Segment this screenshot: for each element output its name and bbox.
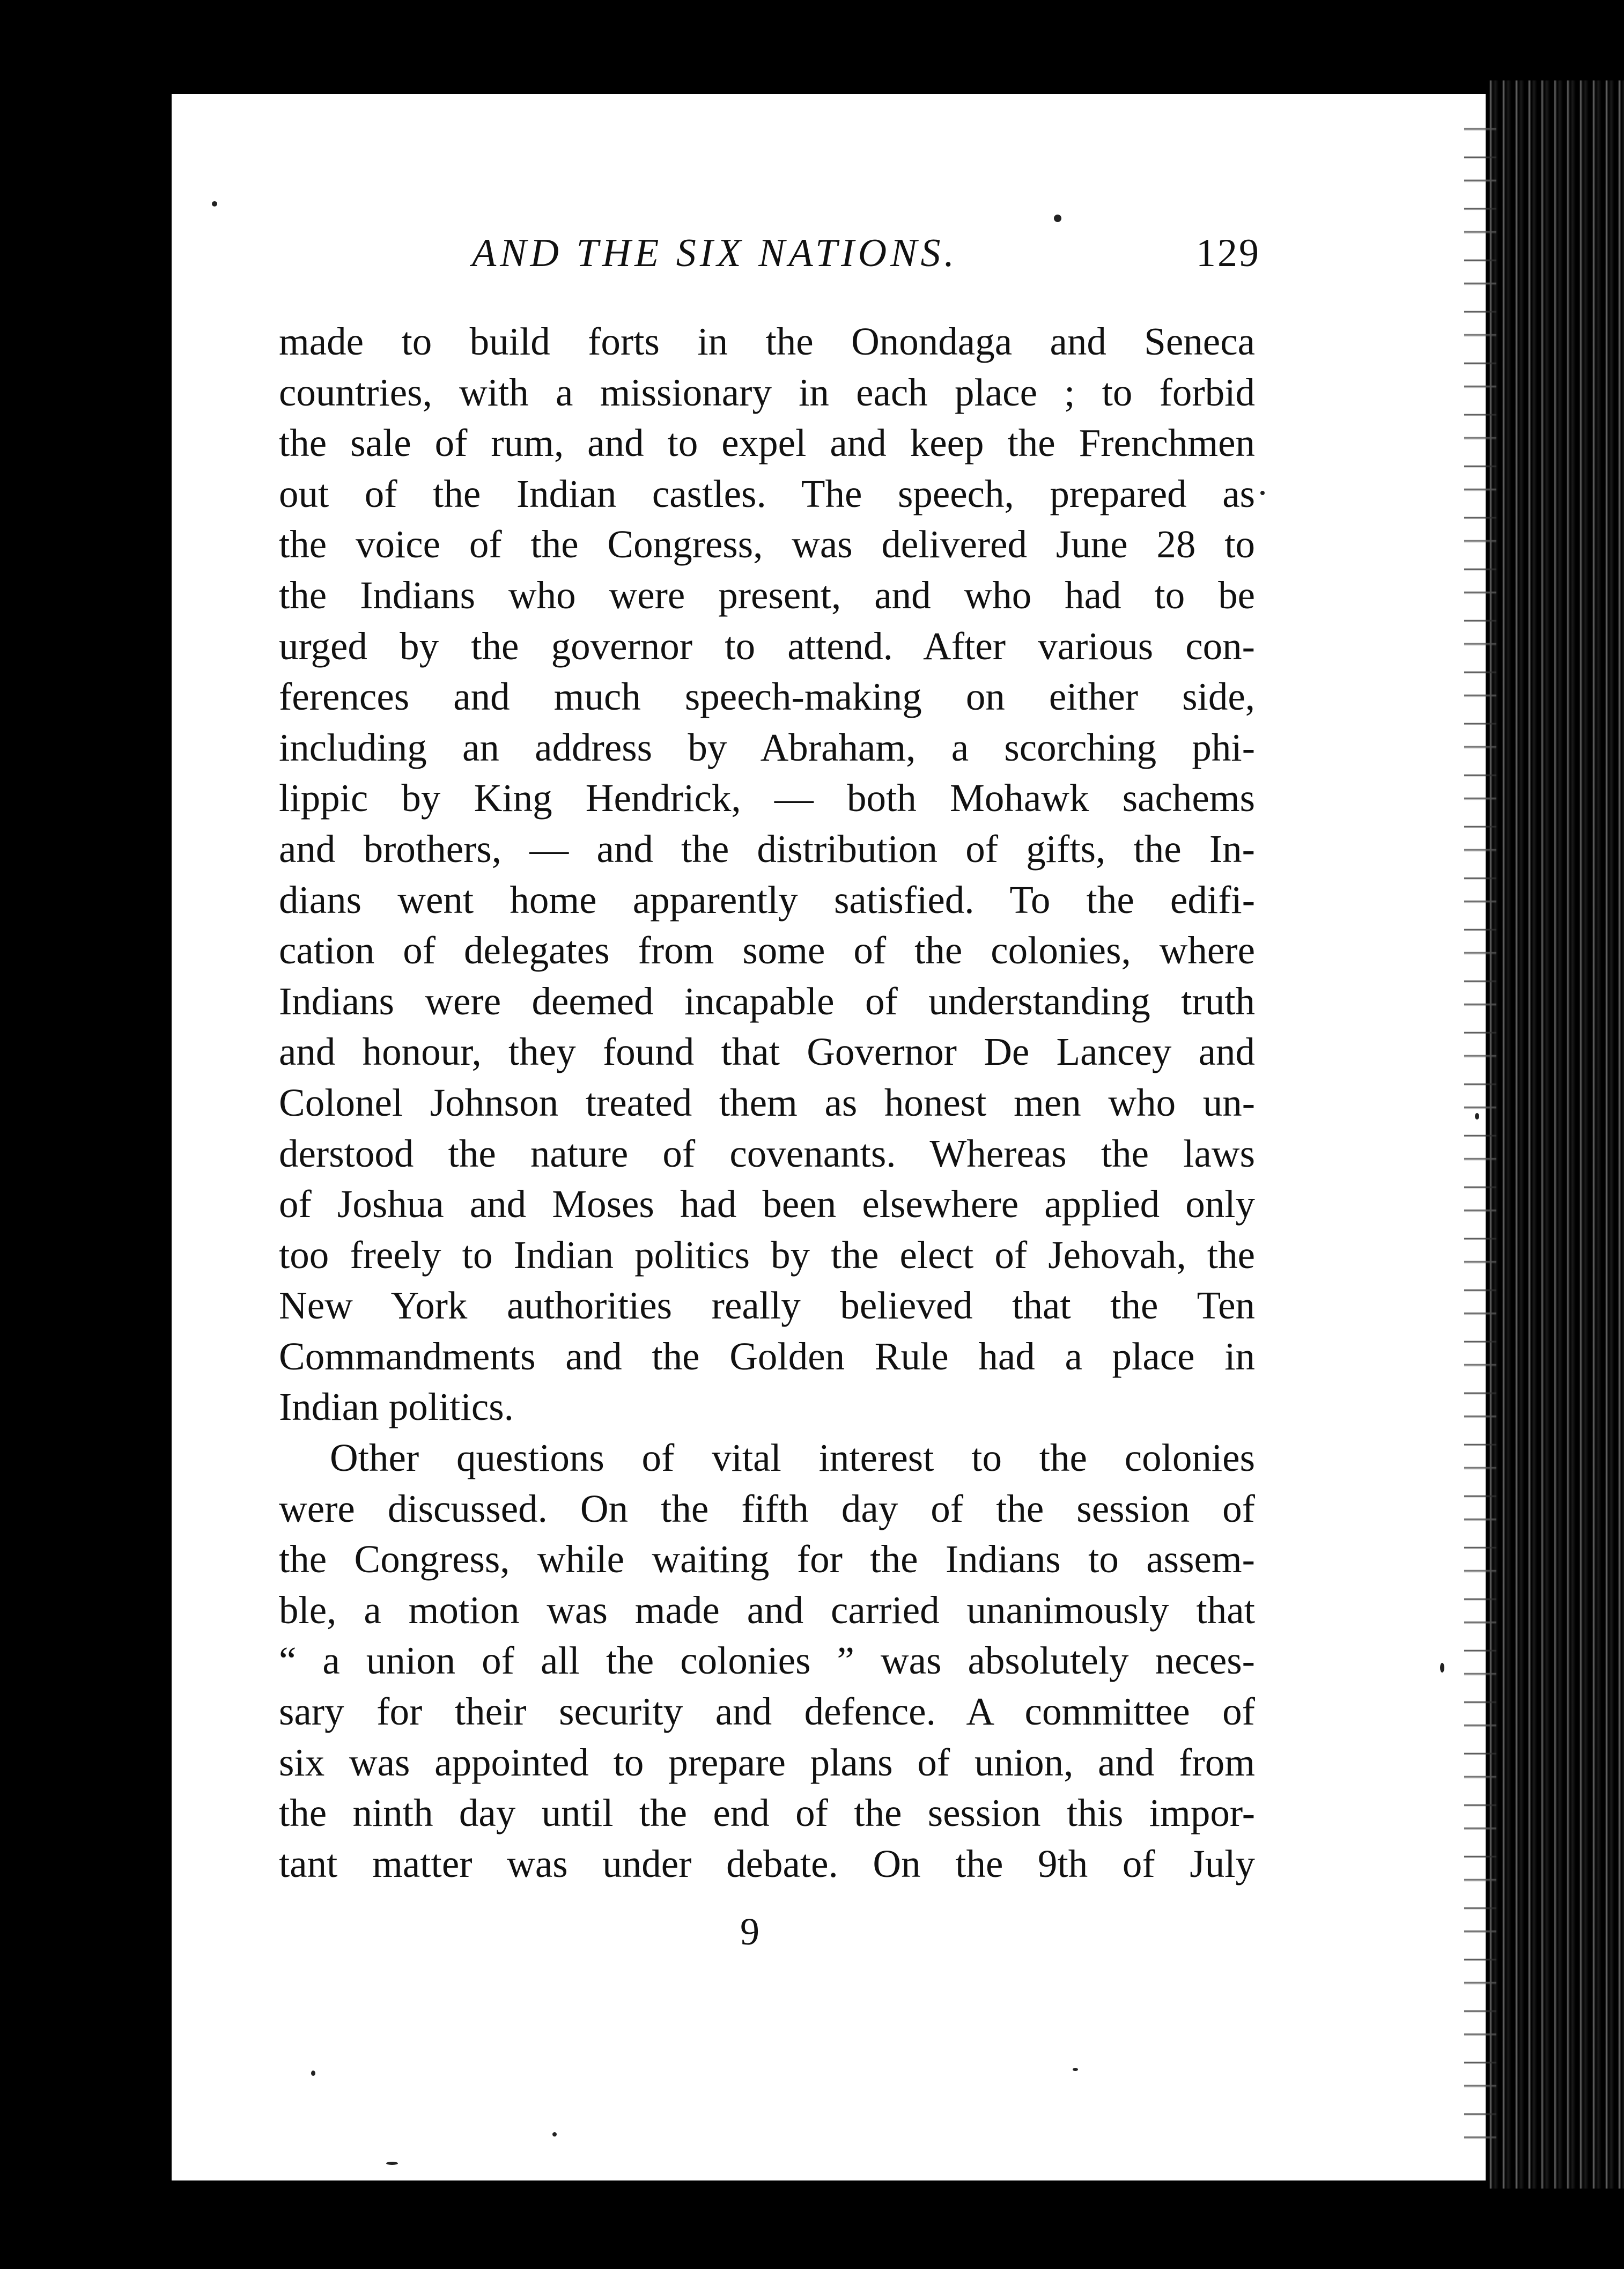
ink-speck <box>1054 215 1061 222</box>
text-line: ferences and much speech-making on either side, <box>279 675 1255 719</box>
binding-edge <box>126 94 172 2180</box>
page-number: 129 <box>1196 231 1260 275</box>
paragraph-1 <box>279 316 1255 1433</box>
text-line: “ a union of all the colonies ” was absolutely neces- <box>279 1639 1255 1683</box>
text-line: tant matter was under debate. On the 9th of July <box>279 1841 1255 1885</box>
page-fore-edge <box>1486 80 1624 2189</box>
text-line: out of the Indian castles. The speech, prepared as <box>279 472 1255 515</box>
text-line: countries, with a missionary in each place ; to forbid <box>279 370 1255 414</box>
fore-edge-speckle <box>1464 107 1496 2146</box>
text-line: lippic by King Hendrick, — both Mohawk sachems <box>279 776 1255 820</box>
ink-speck <box>1475 1113 1479 1119</box>
running-title: AND THE SIX NATIONS. <box>472 231 958 275</box>
text-line: Indians were deemed incapable of understanding truth <box>279 979 1255 1023</box>
text-body <box>279 316 1255 1889</box>
text-line: Indian politics. <box>279 1385 514 1429</box>
text-line: of Joshua and Moses had been elsewhere applied only <box>279 1182 1255 1226</box>
text-line: New York authorities really believed that the Ten <box>279 1284 1255 1328</box>
text-line: ble, a motion was made and carried unanimously that <box>279 1588 1255 1632</box>
signature-mark: 9 <box>740 1910 759 1953</box>
text-line: derstood the nature of covenants. Whereas the laws <box>279 1131 1255 1175</box>
text-line: dians went home apparently satisfied. To the edifi- <box>279 878 1255 922</box>
text-line: were discussed. On the fifth day of the session of <box>279 1486 1255 1530</box>
text-line: the Indians who were present, and who had to be <box>279 573 1255 617</box>
text-line: too freely to Indian politics by the elect of Jehovah, the <box>279 1233 1255 1277</box>
text-line: Other questions of vital interest to the colonies <box>330 1436 1255 1480</box>
text-line: six was appointed to prepare plans of union, and from <box>279 1740 1255 1784</box>
text-line: including an address by Abraham, a scorching phi- <box>279 725 1255 769</box>
text-line: the voice of the Congress, was delivered June 28 to <box>279 522 1255 566</box>
text-line: and honour, they found that Governor De Lancey and <box>279 1030 1255 1074</box>
text-line: and brothers, — and the distribution of gifts, the In- <box>279 827 1255 871</box>
ink-speck <box>311 2071 315 2076</box>
text-line: the sale of rum, and to expel and keep the Frenchmen <box>279 421 1255 465</box>
text-line: cation of delegates from some of the colonies, where <box>279 929 1255 973</box>
text-line: urged by the governor to attend. After various con- <box>279 624 1255 668</box>
ink-speck <box>1260 491 1265 495</box>
text-line: the Congress, while waiting for the Indians to assem- <box>279 1537 1255 1581</box>
paragraph-2 <box>279 1433 1255 1889</box>
text-line: the ninth day until the end of the session this impor- <box>279 1791 1255 1835</box>
text-line: sary for their security and defence. A committee of <box>279 1690 1255 1734</box>
running-head <box>279 231 1325 290</box>
text-line: made to build forts in the Onondaga and Seneca <box>279 320 1255 363</box>
ink-speck <box>1073 2068 1078 2071</box>
text-line: Commandments and the Golden Rule had a place in <box>279 1334 1255 1378</box>
ink-speck <box>386 2162 398 2165</box>
text-line: Colonel Johnson treated them as honest men who un- <box>279 1080 1255 1124</box>
ink-speck <box>1440 1663 1444 1673</box>
ink-speck <box>212 201 217 207</box>
ink-speck <box>552 2132 557 2137</box>
